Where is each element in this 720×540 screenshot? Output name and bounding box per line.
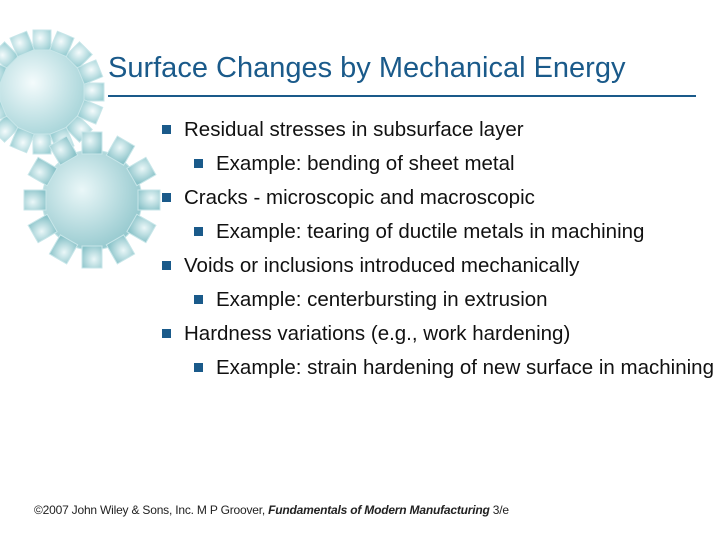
bullet-item: [160, 186, 716, 210]
bullet-text: Voids or inclusions introduced mechanically: [184, 254, 580, 277]
bullet-item: [160, 322, 716, 346]
sub-bullet-item: [160, 152, 716, 176]
sub-bullet-text: Example: tearing of ductile metals in machining: [216, 220, 645, 243]
square-bullet-icon: [162, 125, 171, 134]
bullet-item: [160, 118, 716, 142]
slide-title: Surface Changes by Mechanical Energy: [108, 52, 626, 84]
square-bullet-icon: [162, 193, 171, 202]
square-bullet-icon: [194, 159, 203, 168]
bullet-text: Hardness variations (e.g., work hardening): [184, 322, 571, 345]
square-bullet-icon: [194, 363, 203, 372]
bullet-text: Cracks ‑ microscopic and macroscopic: [184, 186, 535, 209]
footer-copyright: ©2007 John Wiley & Sons, Inc. M P Groover,: [34, 503, 269, 517]
title-underline: [108, 95, 696, 97]
sub-bullet-text: Example: strain hardening of new surface in machining: [216, 356, 714, 379]
sub-bullet-text: Example: centerbursting in extrusion: [216, 288, 548, 311]
footer-book-title: Fundamentals of Modern Manufacturing: [268, 503, 490, 517]
bullet-text: Residual stresses in subsurface layer: [184, 118, 524, 141]
footer-edition: 3/e: [489, 503, 509, 517]
bullet-item: [160, 254, 716, 278]
footer-citation: [34, 503, 509, 517]
sub-bullet-item: [160, 356, 716, 380]
bullet-list: [160, 118, 716, 390]
square-bullet-icon: [162, 329, 171, 338]
square-bullet-icon: [162, 261, 171, 270]
sub-bullet-item: [160, 288, 716, 312]
sub-bullet-text: Example: bending of sheet metal: [216, 152, 515, 175]
square-bullet-icon: [194, 227, 203, 236]
sub-bullet-item: [160, 220, 716, 244]
square-bullet-icon: [194, 295, 203, 304]
